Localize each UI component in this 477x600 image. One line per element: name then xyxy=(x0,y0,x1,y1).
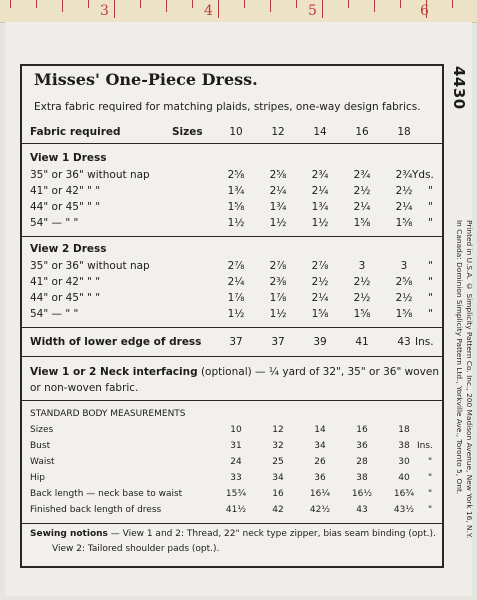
measurement-label: Bust xyxy=(30,441,51,451)
yardage-value: 2¼ xyxy=(395,201,413,213)
yardage-value: 2½ xyxy=(395,185,413,197)
unit: " xyxy=(428,276,433,288)
yardage-value: 1⅝ xyxy=(311,308,329,320)
yardage-value: 1½ xyxy=(269,217,287,229)
ruler-mark: 5 xyxy=(308,3,317,19)
yardage-value: 2⅝ xyxy=(269,169,287,181)
measurement-value: 14 xyxy=(314,425,326,435)
measurement-value: 33 xyxy=(230,473,242,483)
pattern-title: Misses' One-Piece Dress. xyxy=(34,70,258,89)
lower-edge-value: 43 xyxy=(397,336,411,348)
yardage-row-label: 44" or 45" " " xyxy=(30,292,101,304)
yardage-value: 1⅞ xyxy=(269,292,287,304)
yardage-value: 2¾ xyxy=(353,169,371,181)
measurement-value: 16½ xyxy=(351,489,373,499)
measurement-value: 16 xyxy=(356,425,368,435)
yardage-value: 2¼ xyxy=(269,185,287,197)
unit: " xyxy=(428,489,433,499)
yardage-row-label: 54" — " " xyxy=(30,217,79,229)
view-2-title: View 2 Dress xyxy=(30,243,107,255)
measurement-value: 18 xyxy=(398,425,410,435)
yardage-value: 2¾ xyxy=(395,169,413,181)
measurement-value: 42 xyxy=(272,505,284,515)
yardage-value: 2½ xyxy=(353,276,371,288)
yardage-value: 2½ xyxy=(353,292,371,304)
yardage-value: 2¼ xyxy=(227,276,245,288)
measurement-value: 38 xyxy=(356,473,368,483)
measurement-label: Waist xyxy=(30,457,55,467)
measurement-value: 10 xyxy=(230,425,242,435)
unit: Ins. xyxy=(417,441,433,451)
ruler-mark: 3 xyxy=(100,3,109,19)
measurement-value: 36 xyxy=(356,441,368,451)
unit: " xyxy=(428,473,433,483)
lower-edge-label: Width of lower edge of dress xyxy=(30,336,202,348)
measurement-value: 15¾ xyxy=(225,489,247,499)
notions-text-2: View 2: Tailored shoulder pads (opt.). xyxy=(52,544,220,554)
yardage-value: 2½ xyxy=(311,276,329,288)
measurement-label: Sizes xyxy=(30,425,54,435)
measurement-label: Back length — neck base to waist xyxy=(30,489,183,499)
yardage-value: 2⅞ xyxy=(311,260,329,272)
yardage-row-label: 35" or 36" without nap xyxy=(30,169,150,181)
yardage-row-label: 41" or 42" " " xyxy=(30,185,101,197)
sizes-label: Sizes xyxy=(172,126,203,138)
measurement-label: Finished back length of dress xyxy=(30,505,162,515)
yardage-value: 2⅝ xyxy=(227,169,245,181)
lower-edge-value: 39 xyxy=(313,336,327,348)
measurement-value: 26 xyxy=(314,457,326,467)
measuring-tape xyxy=(0,0,477,23)
ruler-mark: 4 xyxy=(204,3,213,19)
yardage-row-label: 41" or 42" " " xyxy=(30,276,101,288)
measurement-value: 36 xyxy=(314,473,326,483)
pattern-number: 4430 xyxy=(450,66,468,110)
measurement-value: 40 xyxy=(398,473,410,483)
unit: " xyxy=(428,185,433,197)
size-heading: 16 xyxy=(355,126,369,138)
yardage-value: 2¼ xyxy=(353,201,371,213)
yardage-row-label: 44" or 45" " " xyxy=(30,201,101,213)
notions-title: Sewing notions xyxy=(30,529,108,539)
yardage-value: 1¾ xyxy=(311,201,329,213)
measurement-value: 12 xyxy=(272,425,284,435)
yardage-row-label: 35" or 36" without nap xyxy=(30,260,150,272)
yardage-value: 2⅞ xyxy=(269,260,287,272)
unit: " xyxy=(428,292,433,304)
yardage-value: 1⅞ xyxy=(227,292,245,304)
unit: " xyxy=(428,457,433,467)
yardage-value: 1¾ xyxy=(227,185,245,197)
interfacing-note xyxy=(30,366,439,378)
yardage-value: 1⅝ xyxy=(227,201,245,213)
lower-edge-value: 37 xyxy=(229,336,243,348)
measurement-value: 16¼ xyxy=(309,489,331,499)
lower-edge-value: 41 xyxy=(355,336,369,348)
unit: Yds. xyxy=(412,169,434,181)
yardage-chart xyxy=(20,64,444,568)
publisher-note xyxy=(444,220,474,580)
yardage-value: 2½ xyxy=(353,185,371,197)
yardage-value: 2⅞ xyxy=(227,260,245,272)
yardage-value: 1½ xyxy=(269,308,287,320)
notions-text: — View 1 and 2: Thread, 22" neck type zipper, bias seam binding (opt.). xyxy=(107,529,436,539)
yardage-value: 2¾ xyxy=(311,169,329,181)
publisher-line: Printed in U.S.A. © Simplicity Pattern Co. Inc., 200 Madison Avenue, New York 16, N.Y. xyxy=(465,220,474,539)
size-heading: 14 xyxy=(313,126,327,138)
yardage-value: 2⅝ xyxy=(395,276,413,288)
measurement-value: 28 xyxy=(356,457,368,467)
yardage-value: 2⅜ xyxy=(269,276,287,288)
size-heading: 18 xyxy=(397,126,411,138)
measurement-value: 34 xyxy=(272,473,284,483)
measurement-value: 42½ xyxy=(309,505,331,515)
unit: " xyxy=(428,260,433,272)
yardage-value: 2½ xyxy=(395,292,413,304)
measurement-value: 16 xyxy=(272,489,284,499)
measurement-value: 43 xyxy=(356,505,368,515)
size-heading: 10 xyxy=(229,126,243,138)
ruler-mark: 6 xyxy=(420,3,429,19)
measurement-value: 25 xyxy=(272,457,284,467)
yardage-value: 1½ xyxy=(227,308,245,320)
yardage-row-label: 54" — " " xyxy=(30,308,79,320)
yardage-value: 1⅝ xyxy=(395,217,413,229)
interfacing-text-2: or non-woven fabric. xyxy=(30,382,139,394)
measurement-value: 32 xyxy=(272,441,284,451)
yardage-value: 1⅝ xyxy=(353,308,371,320)
yardage-value: 1¾ xyxy=(269,201,287,213)
measurement-value: 43½ xyxy=(393,505,415,515)
measurement-value: 31 xyxy=(230,441,242,451)
notions-note xyxy=(30,529,436,539)
yardage-value: 1⅝ xyxy=(395,308,413,320)
lower-edge-value: 37 xyxy=(271,336,285,348)
interfacing-title: View 1 or 2 Neck interfacing xyxy=(30,366,198,378)
measurement-value: 30 xyxy=(398,457,410,467)
view-1-title: View 1 Dress xyxy=(30,152,107,164)
unit: " xyxy=(428,505,433,515)
yardage-value: 3 xyxy=(358,260,366,272)
yardage-value: 3 xyxy=(400,260,408,272)
unit: " xyxy=(428,201,433,213)
fabric-required-label: Fabric required xyxy=(30,126,121,138)
publisher-line: In Canada: Dominion Simplicity Pattern Ltd., Yorkville Ave., Toronto 5, Ont. xyxy=(455,220,464,495)
size-heading: 12 xyxy=(271,126,285,138)
measurement-value: 41½ xyxy=(225,505,247,515)
yardage-value: 1½ xyxy=(311,217,329,229)
yardage-value: 2¼ xyxy=(311,185,329,197)
measurement-value: 16¾ xyxy=(393,489,415,499)
measurement-value: 38 xyxy=(398,441,410,451)
yardage-value: 2¼ xyxy=(311,292,329,304)
yardage-value: 1⅝ xyxy=(353,217,371,229)
measurement-label: Hip xyxy=(30,473,45,483)
fabric-note: Extra fabric required for matching plaids, stripes, one-way design fabrics. xyxy=(34,101,421,113)
unit: " xyxy=(428,217,433,229)
measurement-value: 34 xyxy=(314,441,326,451)
unit: Ins. xyxy=(415,336,434,348)
measurements-title: STANDARD BODY MEASUREMENTS xyxy=(30,409,186,419)
interfacing-text: (optional) — ¼ yard of 32", 35" or 36" woven xyxy=(197,366,439,378)
unit: " xyxy=(428,308,433,320)
measurement-value: 24 xyxy=(230,457,242,467)
yardage-value: 1½ xyxy=(227,217,245,229)
